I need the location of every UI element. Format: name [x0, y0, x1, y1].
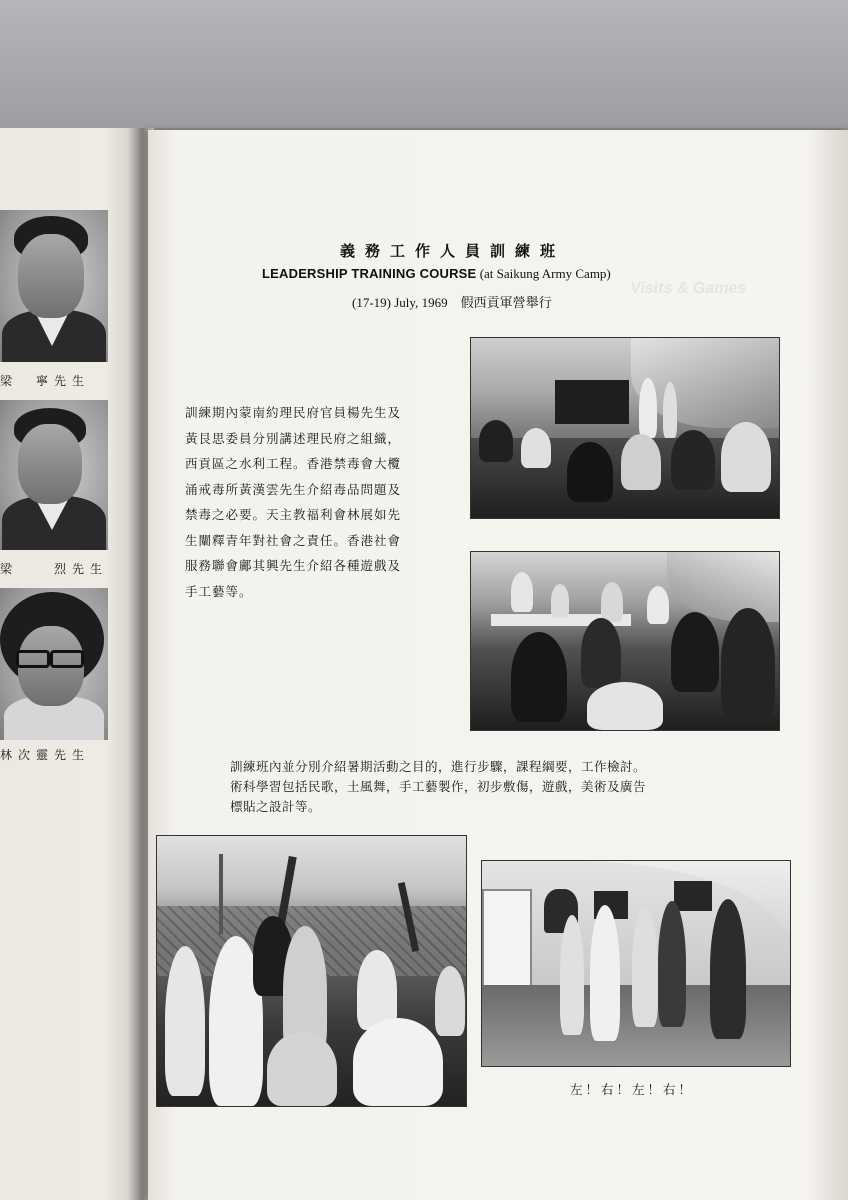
photo-caption-marching: 左！右！左！右！ [570, 1082, 695, 1097]
paragraph-line: 訓練班內並分別介紹暑期活動之目的，進行步驟，課程綱要，工作檢討。 [230, 759, 647, 774]
page-title-chinese: 義務工作人員訓練班 [340, 242, 566, 260]
paragraph-line: 生闡釋青年對社會之責任。香港社會 [185, 532, 402, 548]
portrait-photo-1 [0, 210, 108, 362]
portrait-caption-1: 梁 寧先生 [0, 374, 91, 388]
photo-lecture-hall [471, 338, 779, 518]
scan-background [0, 0, 848, 128]
photo-outdoor-group [157, 836, 466, 1106]
paragraph-line: 西貢區之水利工程。香港禁毒會大欖 [185, 456, 402, 471]
portrait-caption-3: 林次靈先生 [0, 748, 91, 762]
paragraph-course-content [230, 757, 730, 817]
paragraph-line: 標貼之設計等。 [230, 799, 322, 814]
paragraph-line: 禁毒之必要。天主教福利會林展如先 [185, 507, 402, 522]
paragraph-line: 黃艮思委員分別講述理民府之組織， [185, 430, 402, 446]
show-through-text: Visits & Games [628, 280, 748, 297]
paragraph-line: 服務聯會鄺其興先生介紹各種遊戲及 [185, 558, 402, 573]
paragraph-line: 訓練期內蒙南約理民府官員楊先生及 [185, 405, 402, 420]
portrait-caption-2: 梁 烈先生 [0, 562, 109, 576]
photo-classroom [471, 552, 779, 730]
title-location: (at Saikung Army Camp) [476, 266, 611, 281]
page-subtitle-date: (17-19) July, 1969 假西貢軍營舉行 [352, 295, 552, 310]
photo-marching [482, 861, 790, 1066]
paragraph-line: 手工藝等。 [185, 583, 253, 599]
paragraph-line: 術科學習包括民歌，土風舞，手工藝製作，初步敷傷，遊戲，美術及廣告 [230, 779, 647, 794]
page-title-english [262, 266, 611, 282]
portrait-photo-2 [0, 400, 108, 550]
paragraph-lecturers [185, 400, 435, 604]
title-course-name: LEADERSHIP TRAINING COURSE [262, 266, 477, 281]
portrait-photo-3 [0, 588, 108, 740]
paragraph-line: 涌戒毒所黃漢雲先生介紹毒品問題及 [185, 481, 402, 497]
